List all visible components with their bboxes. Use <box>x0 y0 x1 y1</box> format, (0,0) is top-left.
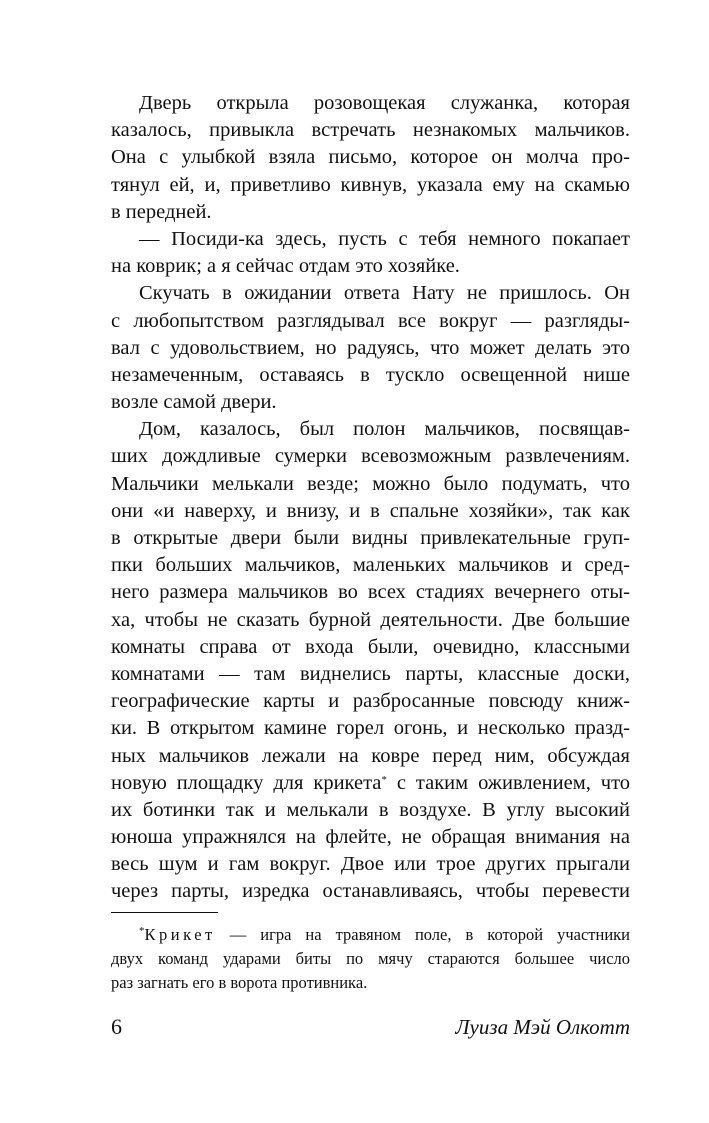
text-line: на коврик; а я сейчас отдам это хозяйке. <box>111 255 460 278</box>
text-line: через парты, изредка останавливаясь, чтобы перевести <box>111 880 630 903</box>
text-line: в передней. <box>111 200 212 223</box>
footnote-line: двух команд ударами биты по мячу стараются большее число <box>111 949 630 968</box>
footnote-ref-marker[interactable]: * <box>381 773 387 786</box>
text-line: юноша упражнялся на флейте, не обращая внимания на <box>111 826 630 849</box>
text-line: ки. В открытом камине горел огонь, и несколько празд- <box>111 717 630 740</box>
text-line: — Посиди-ка здесь, пусть с тебя немного покапает <box>139 227 630 250</box>
footnote-text: — игра на травяном поле, в которой участники <box>215 925 630 944</box>
running-title: Луиза Мэй Олкотт <box>455 1015 630 1039</box>
text-line: они «и наверху, и внизу, и в спальне хозяйки», так как <box>111 499 630 522</box>
text-line: их ботинки так и мелькали в воздухе. В углу высокий <box>111 798 630 821</box>
text-line: географические карты и разбросанные повсюду книж- <box>111 690 630 713</box>
page-number: 6 <box>111 1014 122 1039</box>
text-line: него размера мальчиков во всех стадиях вечернего оты- <box>111 581 630 604</box>
text-line: ных мальчиков лежали на ковре перед ним, обсуждая <box>111 744 630 767</box>
text-fragment: новую площадку для крикета <box>111 771 382 794</box>
text-line: казалось, привыкла встречать незнакомых мальчиков. <box>111 119 630 142</box>
text-line: весь шум и гам вокруг. Двое или трое других прыгали <box>111 853 630 876</box>
text-fragment: с таким оживлением, что <box>386 771 631 794</box>
text-line-with-footnote-ref <box>111 770 630 797</box>
footnote <box>111 923 630 995</box>
text-line: вал с удовольствием, но радуясь, что может делать это <box>111 336 630 359</box>
footnote-separator <box>111 912 218 913</box>
text-line: комнаты справа от входа были, очевидно, классными <box>111 635 630 658</box>
text-line: в открытые двери были видны привлекательные груп- <box>111 527 630 549</box>
footnote-line: раз загнать его в ворота противника. <box>111 973 368 992</box>
text-line: комнатами — там виднелись парты, классные доски, <box>111 662 630 685</box>
footnote-term: Крикет <box>144 925 216 944</box>
text-line: Дверь открыла розовощекая служанка, которая <box>139 92 630 114</box>
footnote-line <box>111 923 630 947</box>
text-line: ха, чтобы не сказать бурной деятельности. Две большие <box>111 608 630 631</box>
text-line: пки больших мальчиков, маленьких мальчиков и сред- <box>111 554 630 577</box>
text-line: Скучать в ожидании ответа Нату не пришлось. Он <box>139 282 630 305</box>
text-line: тянул ей, и, приветливо кивнув, указала ему на скамью <box>111 173 630 196</box>
text-line: с любопытством разглядывал все вокруг — разгляды- <box>111 309 630 332</box>
text-line: Дом, казалось, был полон мальчиков, посвящав- <box>139 418 630 441</box>
text-line: возле самой двери. <box>111 391 277 414</box>
text-line: незамеченным, оставаясь в тускло освещенной нише <box>111 363 630 386</box>
text-line: Она с улыбкой взяла письмо, которое он молча про- <box>111 146 630 169</box>
text-line: ших дождливые сумерки всевозможным развлечениям. <box>111 445 630 468</box>
text-line: Мальчики мелькали везде; можно было подумать, что <box>111 472 630 495</box>
footnote-marker: * <box>139 925 145 937</box>
main-text <box>111 90 630 906</box>
